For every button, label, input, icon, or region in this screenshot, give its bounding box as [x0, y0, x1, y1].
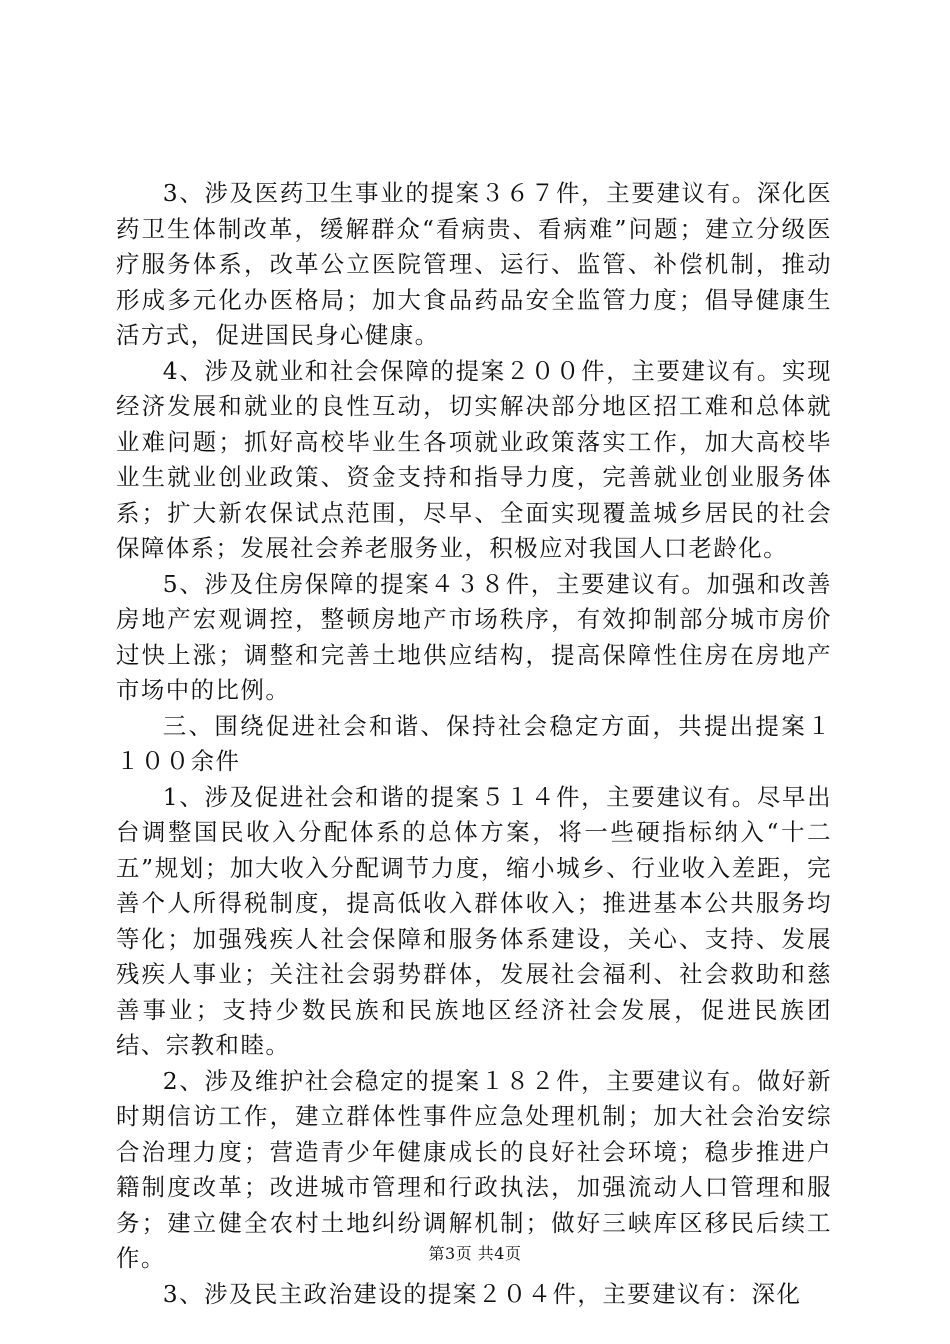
document-body — [116, 176, 832, 1312]
section-heading-social-harmony: 三、围绕促进社会和谐、保持社会稳定方面，共提出提案１１００余件 — [116, 711, 832, 775]
paragraph-employment-social-security: 4、涉及就业和社会保障的提案２００件，主要建议有。实现经济发展和就业的良性互动，切实解决部分地区招工难和总体就业难问题；抓好高校毕业生各项就业政策落实工作，加大高校毕业生就业创业政策、资金支持和指导力度，完善就业创业服务体系；扩大新农保试点范围，尽早、全面实现覆盖城乡居民的社会保障体系；发展社会养老服务业，积极应对我国人口老龄化。 — [116, 356, 832, 562]
paragraph-social-stability: 2、涉及维护社会稳定的提案１８２件，主要建议有。做好新时期信访工作，建立群体性事件应急处理机制；加大社会治安综合治理力度；营造青少年健康成长的良好社会环境；稳步推进户籍制度改革；改进城市管理和行政执法，加强流动人口管理和服务；建立健全农村土地纠纷调解机制；做好三峡库区移民后续工作。 — [116, 1066, 832, 1272]
paragraph-social-harmony: 1、涉及促进社会和谐的提案５１４件，主要建议有。尽早出台调整国民收入分配体系的总体方案，将一些硬指标纳入“十二五”规划；加大收入分配调节力度，缩小城乡、行业收入差距，完善个人所得税制度，提高低收入群体收入；推进基本公共服务均等化；加强残疾人社会保障和服务体系建设，关心、支持、发展残疾人事业；关注社会弱势群体，发展社会福利、社会救助和慈善事业；支持少数民族和民族地区经济社会发展，促进民族团结、宗教和睦。 — [116, 782, 832, 1059]
paragraph-medical-health: 3、涉及医药卫生事业的提案３６７件，主要建议有。深化医药卫生体制改革，缓解群众“看病贵、看病难”问题；建立分级医疗服务体系，改革公立医院管理、运行、监管、补偿机制，推动形成多元化办医格局；加大食品药品安全监管力度；倡导健康生活方式，促进国民身心健康。 — [116, 179, 832, 349]
paragraph-democratic-politics: 3、涉及民主政治建设的提案２０４件，主要建议有：深化 — [162, 1279, 802, 1308]
paragraph-housing-security: 5、涉及住房保障的提案４３８件，主要建议有。加强和改善房地产宏观调控，整顿房地产市场秩序，有效抑制部分城市房价过快上涨；调整和完善土地供应结构，提高保障性住房在房地产市场中的比例。 — [116, 569, 832, 704]
page-footer: 第3页 共4页 — [428, 1244, 522, 1263]
